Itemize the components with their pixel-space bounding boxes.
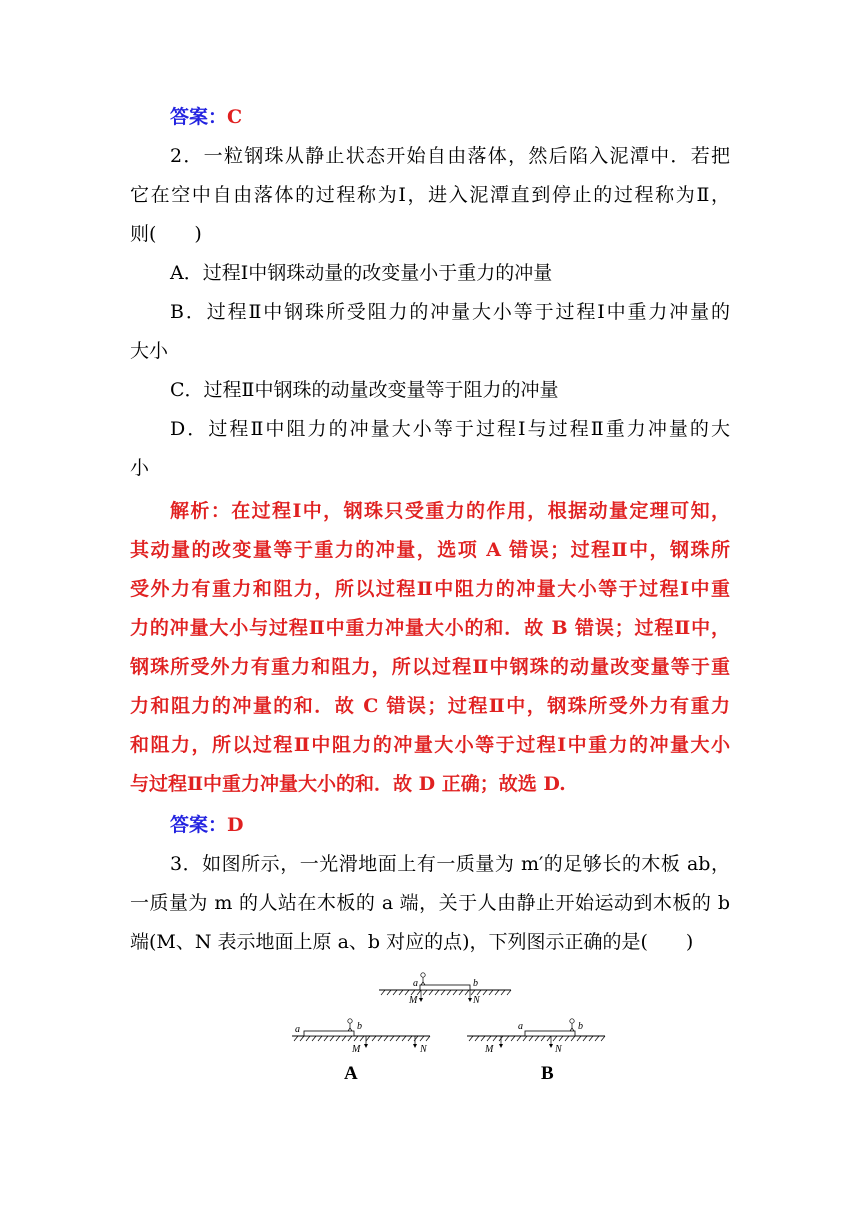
label-N: N bbox=[473, 995, 480, 1006]
option-b-line-2: 大小 bbox=[130, 340, 169, 362]
analysis-line-4: 力的冲量大小与过程Ⅱ中重力冲量大小的和．故 B 错误；过程Ⅱ中， bbox=[130, 617, 730, 639]
answer-line-1 bbox=[170, 98, 730, 137]
option-c: C．过程Ⅱ中钢珠的动量改变量等于阻力的冲量 bbox=[170, 379, 559, 401]
analysis-line-7: 和阻力，所以过程Ⅱ中阻力的冲量大小等于过程Ⅰ中重力的冲量大小 bbox=[130, 734, 730, 756]
analysis-line-8: 与过程Ⅱ中重力冲量大小的和．故 D 正确；故选 D. bbox=[130, 773, 566, 795]
label-a: a bbox=[413, 978, 418, 989]
answer-value: D bbox=[227, 814, 244, 836]
question-2-line-3: 则( ) bbox=[130, 223, 202, 245]
label-N: N bbox=[420, 1044, 427, 1055]
label-M: M bbox=[409, 995, 418, 1006]
answer-value: C bbox=[227, 106, 243, 128]
caption-b: B bbox=[541, 1063, 554, 1084]
answer-line-2 bbox=[170, 806, 730, 845]
figure-option-b bbox=[465, 1012, 610, 1057]
question-2-line-2: 它在空中自由落体的过程称为Ⅰ，进入泥潭直到停止的过程称为Ⅱ， bbox=[130, 184, 730, 206]
option-d-line-1: D．过程Ⅱ中阻力的冲量大小等于过程Ⅰ与过程Ⅱ重力冲量的大 bbox=[170, 418, 730, 440]
figure-option-a bbox=[290, 1012, 435, 1057]
option-b-line-1: B．过程Ⅱ中钢珠所受阻力的冲量大小等于过程Ⅰ中重力冲量的 bbox=[170, 301, 730, 323]
option-a: A．过程Ⅰ中钢珠动量的改变量小于重力的冲量 bbox=[170, 262, 553, 284]
figure-initial-state bbox=[375, 968, 515, 1008]
analysis-line-2: 其动量的改变量等于重力的冲量，选项 A 错误；过程Ⅱ中，钢珠所 bbox=[130, 539, 730, 561]
answer-label: 答案： bbox=[170, 814, 228, 836]
answer-label: 答案： bbox=[170, 106, 228, 128]
label-b: b bbox=[473, 978, 478, 989]
analysis-line-1: 解析：在过程Ⅰ中，钢珠只受重力的作用，根据动量定理可知， bbox=[170, 500, 730, 522]
option-d-line-2: 小 bbox=[130, 457, 150, 479]
question-3-line-1: 3．如图所示，一光滑地面上有一质量为 m′的足够长的木板 ab， bbox=[170, 853, 730, 875]
question-2-line-1: 2．一粒钢珠从静止状态开始自由落体，然后陷入泥潭中．若把 bbox=[170, 145, 730, 167]
label-M: M bbox=[352, 1044, 361, 1055]
analysis-line-5: 钢珠所受外力有重力和阻力，所以过程Ⅱ中钢珠的动量改变量等于重 bbox=[130, 656, 730, 678]
analysis-line-6: 力和阻力的冲量的和．故 C 错误；过程Ⅱ中，钢珠所受外力有重力 bbox=[130, 695, 730, 717]
analysis-line-3: 受外力有重力和阻力，所以过程Ⅱ中阻力的冲量大小等于过程Ⅰ中重 bbox=[130, 578, 730, 600]
label-N: N bbox=[555, 1044, 562, 1055]
question-3-line-2: 一质量为 m 的人站在木板的 a 端，关于人由静止开始运动到木板的 b bbox=[130, 892, 730, 914]
label-M: M bbox=[485, 1044, 494, 1055]
question-3-line-3: 端(M、N 表示地面上原 a、b 对应的点)，下列图示正确的是( ) bbox=[130, 931, 694, 953]
label-b: b bbox=[578, 1021, 583, 1032]
label-b: b bbox=[357, 1021, 362, 1032]
label-a: a bbox=[295, 1024, 300, 1035]
label-a: a bbox=[518, 1021, 523, 1032]
caption-a: A bbox=[344, 1063, 358, 1084]
